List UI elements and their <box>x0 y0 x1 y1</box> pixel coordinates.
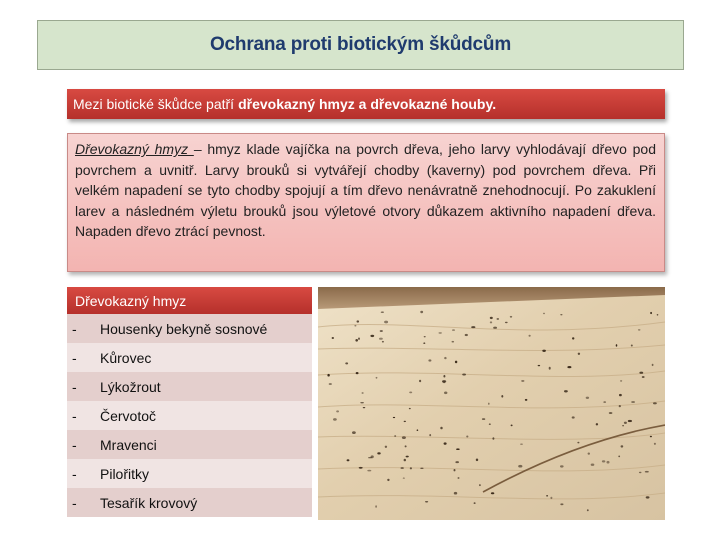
exit-hole <box>560 503 563 505</box>
exit-hole <box>358 338 360 340</box>
description-box <box>67 133 665 272</box>
list-dash: - <box>72 465 77 482</box>
exit-hole <box>628 420 632 422</box>
exit-hole <box>492 437 494 440</box>
insect-list <box>67 287 312 517</box>
exit-hole <box>401 467 404 469</box>
exit-hole <box>546 495 548 497</box>
exit-hole <box>511 425 513 427</box>
exit-hole <box>356 372 359 374</box>
exit-hole <box>642 376 645 378</box>
exit-hole <box>423 342 425 344</box>
exit-hole <box>406 456 409 458</box>
exit-hole <box>382 341 384 343</box>
exit-hole <box>420 468 423 469</box>
exit-hole <box>403 478 405 479</box>
exit-hole <box>603 401 606 403</box>
exit-hole <box>443 375 445 378</box>
exit-hole <box>405 445 407 447</box>
exit-hole <box>639 372 643 374</box>
exit-hole <box>619 405 621 407</box>
exit-hole <box>654 443 656 445</box>
exit-hole <box>619 394 622 396</box>
exit-hole <box>491 492 494 494</box>
exit-hole <box>577 442 579 444</box>
insect-list-rows <box>67 314 312 517</box>
exit-hole <box>444 392 447 395</box>
exit-hole <box>586 397 589 399</box>
exit-hole <box>652 364 654 366</box>
description-term: Dřevokazný hmyz <box>75 141 194 157</box>
exit-hole <box>490 317 493 319</box>
page-title: Ochrana proti biotickým škůdcům <box>209 34 512 55</box>
exit-hole <box>425 501 428 502</box>
list-item-label: Housenky bekyně sosnové <box>100 320 268 337</box>
exit-hole <box>501 395 503 398</box>
list-item <box>67 401 312 430</box>
exit-hole <box>402 436 406 439</box>
exit-hole <box>420 311 423 313</box>
exit-hole <box>560 314 562 315</box>
exit-hole <box>631 345 633 347</box>
list-item <box>67 459 312 488</box>
intro-emphasis: dřevokazný hmyz a dřevokazné houby. <box>238 96 497 112</box>
exit-hole <box>474 502 476 504</box>
exit-hole <box>456 448 460 450</box>
exit-hole <box>490 321 492 323</box>
exit-hole <box>609 412 613 414</box>
list-item <box>67 372 312 401</box>
exit-hole <box>327 374 329 377</box>
exit-hole <box>471 326 475 328</box>
exit-hole <box>371 455 374 458</box>
exit-hole <box>376 377 378 379</box>
exit-hole <box>385 446 387 448</box>
list-item-label: Mravenci <box>100 436 157 453</box>
exit-hole <box>380 330 383 332</box>
description-text: – hmyz klade vajíčka na povrch dřeva, jeho larvy vyhlodávají dřevo pod povrchem a uvnitř. Larvy brouků si vytvářejí chodby (kaverny) pod povrchem dřeva. Při velkém napadení se tyto chodby spojují a tím dřevo nenávratně znehodnocují. Po zakuklení larev a následném výletu brouků jsou výletové otvory důkazem aktivního napadení dřeva. Napaden dřevo ztrácí pevnost. <box>75 141 656 239</box>
exit-hole <box>387 479 389 481</box>
exit-hole <box>621 445 624 447</box>
exit-hole <box>479 484 481 486</box>
exit-hole <box>505 322 508 323</box>
exit-hole <box>602 460 605 462</box>
list-dash: - <box>72 407 77 424</box>
exit-hole <box>542 350 546 352</box>
exit-hole <box>409 408 411 409</box>
exit-hole <box>419 380 421 382</box>
exit-hole <box>462 374 466 376</box>
exit-hole <box>493 327 497 329</box>
exit-hole <box>362 392 364 394</box>
exit-hole <box>618 456 620 458</box>
exit-hole <box>650 436 652 438</box>
list-item-label: Lýkožrout <box>100 378 161 395</box>
exit-hole <box>424 336 426 337</box>
exit-hole <box>550 497 552 499</box>
exit-hole <box>354 325 356 327</box>
exit-hole <box>624 422 627 424</box>
exit-hole <box>332 337 334 339</box>
exit-hole <box>620 380 622 382</box>
exit-hole <box>347 459 350 461</box>
exit-hole <box>482 418 485 419</box>
exit-hole <box>404 421 406 422</box>
exit-hole <box>359 467 363 469</box>
exit-hole <box>489 423 491 425</box>
exit-hole <box>525 399 528 401</box>
exit-hole <box>543 313 545 314</box>
intro-bar <box>67 89 665 119</box>
exit-hole <box>646 496 650 498</box>
exit-hole <box>572 337 574 339</box>
list-dash: - <box>72 378 77 395</box>
exit-hole <box>607 461 610 464</box>
exit-hole <box>404 459 406 462</box>
exit-hole <box>357 320 360 322</box>
exit-hole <box>394 435 396 437</box>
list-item <box>67 488 312 517</box>
exit-hole <box>429 434 431 436</box>
exit-hole <box>587 509 589 511</box>
title-banner <box>37 20 684 70</box>
exit-hole <box>370 335 374 337</box>
exit-hole <box>639 472 642 473</box>
exit-hole <box>444 357 446 359</box>
exit-hole <box>458 477 460 479</box>
exit-hole <box>336 410 339 412</box>
exit-hole <box>355 339 358 342</box>
exit-hole <box>638 329 641 330</box>
exit-hole <box>375 505 377 508</box>
list-item-label: Červotoč <box>100 407 157 424</box>
list-item <box>67 343 312 372</box>
exit-hole <box>657 314 659 316</box>
exit-hole <box>572 416 575 418</box>
exit-hole <box>393 417 395 418</box>
exit-hole <box>560 465 564 467</box>
exit-hole <box>466 436 468 438</box>
exit-hole <box>409 392 412 394</box>
exit-hole <box>410 467 412 469</box>
exit-hole <box>588 453 590 455</box>
list-item <box>67 314 312 343</box>
exit-hole <box>452 341 455 343</box>
exit-hole <box>465 334 468 336</box>
exit-hole <box>616 344 618 347</box>
exit-hole <box>564 390 568 392</box>
exit-hole <box>439 332 442 333</box>
list-item <box>67 430 312 459</box>
exit-hole <box>631 401 635 403</box>
exit-hole <box>440 427 442 430</box>
wood-damage-photo <box>318 287 665 520</box>
exit-hole <box>596 423 598 425</box>
exit-hole <box>549 367 551 370</box>
exit-hole <box>455 461 459 463</box>
exit-hole <box>363 407 366 408</box>
exit-hole <box>352 431 356 434</box>
insect-list-header: Dřevokazný hmyz <box>67 287 312 314</box>
exit-hole <box>650 312 652 314</box>
exit-hole <box>345 362 348 364</box>
exit-hole <box>578 353 580 355</box>
exit-hole <box>567 366 571 368</box>
exit-hole <box>520 444 523 445</box>
exit-hole <box>538 365 541 366</box>
list-dash: - <box>72 436 77 453</box>
exit-hole <box>488 403 490 405</box>
exit-hole <box>367 470 371 472</box>
exit-hole <box>428 359 431 361</box>
intro-prefix: Mezi biotické škůdce patří <box>73 96 235 112</box>
exit-hole <box>521 380 524 381</box>
exit-hole <box>333 418 337 421</box>
list-dash: - <box>72 320 77 337</box>
exit-hole <box>379 338 383 340</box>
exit-hole <box>455 361 457 364</box>
exit-hole <box>653 402 657 404</box>
exit-hole <box>497 318 500 319</box>
exit-hole <box>452 329 455 331</box>
exit-hole <box>442 380 446 383</box>
list-item-label: Tesařík krovový <box>100 494 198 511</box>
list-dash: - <box>72 349 77 366</box>
list-item-label: Kůrovec <box>100 349 152 366</box>
exit-hole <box>381 312 384 313</box>
list-dash: - <box>72 494 77 511</box>
wood-surface-image <box>318 287 665 520</box>
exit-hole <box>591 464 595 466</box>
list-item-label: Pilořitky <box>100 465 150 482</box>
exit-hole <box>384 321 388 324</box>
exit-hole <box>529 335 531 337</box>
exit-hole <box>622 425 624 426</box>
exit-hole <box>454 492 457 495</box>
exit-hole <box>444 442 447 444</box>
exit-hole <box>417 429 419 431</box>
exit-hole <box>518 465 522 468</box>
exit-hole <box>454 469 456 471</box>
exit-hole <box>510 316 512 318</box>
exit-hole <box>476 459 478 462</box>
exit-hole <box>377 452 380 454</box>
exit-hole <box>645 471 649 473</box>
exit-hole <box>329 383 332 385</box>
exit-hole <box>360 402 364 403</box>
